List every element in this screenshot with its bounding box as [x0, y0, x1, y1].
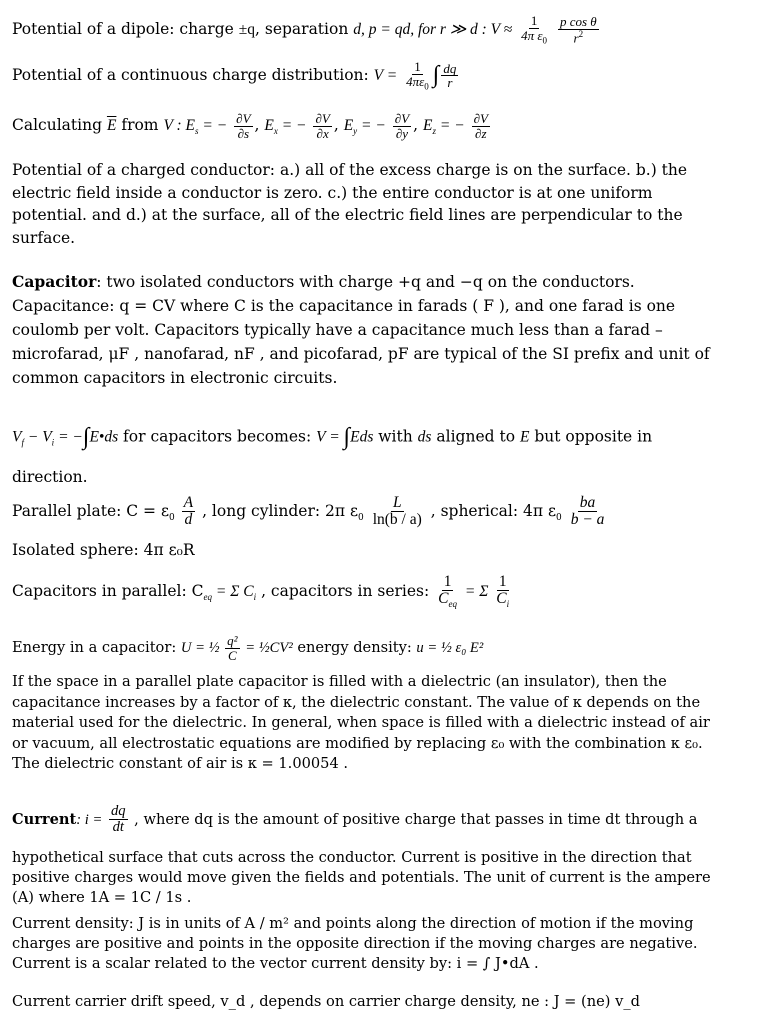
capacitance-text: Capacitance: q = CV where C is the capacitance in farads ( F ), and one farad is one coulomb per volt. Capacitors typically have a capacitance much less than a farad – microfarad, μF , nanofarad, nF , and picofarad, pF are typical of the SI prefix and unit of common capacitors in electronic circuits. — [12, 297, 710, 387]
calc-ex: E — [264, 117, 274, 135]
integral-icon: ∫ — [343, 424, 351, 450]
continuous-frac1: $\frac{1}{4\pi\varepsilon_0}$ — [406, 59, 429, 92]
vf-c: = − — [54, 428, 83, 446]
combo-par: Capacitors in parallel: C — [12, 581, 204, 600]
conductor-paragraph: Potential of a charged conductor: a.) all of the excess charge is on the surface. b.) the electric field inside a conductor is zero. c.) the entire conductor is at one uniform potential. and d.) at the surface, all of the electric field lines are perpendicular to the surface. — [12, 161, 688, 247]
continuous-frac2 — [441, 62, 458, 90]
calc-ez: E — [423, 117, 433, 135]
combo-sum: = Σ C — [212, 582, 254, 600]
vf-E: E — [519, 428, 530, 446]
dipole-frac2 — [558, 15, 599, 45]
current-title: Current — [12, 810, 77, 828]
vf-opposite: but opposite in — [529, 427, 653, 446]
calc-frac-s-num: ∂V — [236, 111, 251, 126]
combo-frac1: $\frac{1}{C_{eq}}$ — [438, 573, 457, 610]
density-line3: Current is a scalar related to the vector current density by: i = ∫ J•dA . — [12, 955, 539, 972]
combo-frac1-den: C — [438, 590, 449, 608]
continuous-frac1-num: 1 — [414, 59, 421, 74]
current-line — [12, 804, 698, 836]
energy-frac — [225, 634, 239, 662]
calc-frac-x-num: ∂V — [315, 111, 330, 126]
energy-density-label: energy density: — [292, 639, 417, 657]
energy-frac-num: q² — [227, 633, 238, 648]
dipole-label: Potential of a dipole: charge — [12, 19, 239, 38]
vf-ds: ds — [417, 428, 432, 446]
calc-from: from — [116, 116, 164, 135]
dipole-frac2-sup: 2 — [578, 28, 584, 39]
calc-frac-s-den: ∂s — [237, 125, 250, 141]
geometry-line: Parallel plate: $C = \varepsilon_0$ $\frac{A}{d}$ , long cylinder: 2π $\varepsilon_0$ $\frac{L}{\ln(b / a)}$ , spherical: 4π $\varepsilon_0$ $\frac{ba}{b - a}$ — [12, 494, 605, 529]
calc-frac-s — [234, 112, 252, 140]
dipole-cond: , for r ≫ d : V ≈ — [410, 20, 513, 38]
vf-line — [12, 423, 652, 452]
integral-icon: ∫ — [82, 424, 90, 450]
vf-direction: direction. — [12, 468, 88, 486]
geom-pp-num: A — [183, 494, 194, 511]
energy-label: Energy in a capacitor: — [12, 639, 181, 657]
geom-lc-num: L — [392, 494, 402, 511]
geom-sp-num: ba — [579, 494, 596, 511]
continuous-frac1-den: 4πε — [406, 73, 425, 89]
geom-lc-frac — [371, 495, 424, 529]
dipole-frac1-num: 1 — [530, 13, 538, 28]
calc-label: Calculating — [12, 116, 107, 135]
geom-sp-den: b − a — [570, 511, 605, 529]
drift-line: Current carrier drift speed, v_d , depends on carrier charge density, ne : J = (ne) v_d — [12, 993, 640, 1010]
vf-sub-f: f — [21, 437, 24, 448]
dielectric-paragraph: If the space in a parallel plate capacitor is filled with a dielectric (an insulator), then the capacitance increases by a factor of κ, the dielectric constant. The value of κ depends on the material used for the dielectric. In general, when space is filled with a dielectric instead of air or vacuum, all electrostatic equations are modified by replacing ε₀ with the combination κ ε₀. The dielectric constant of air is κ = 1.00054 . — [12, 673, 710, 772]
continuous-frac2-num: dq — [443, 60, 457, 76]
vf-aligned: aligned to — [431, 427, 520, 446]
geom-sp: , spherical: 4π ε — [425, 501, 557, 520]
continuous-v: V = — [373, 66, 398, 84]
dipole-frac2-num: p cos θ — [559, 14, 597, 30]
geom-lc: , long cylinder: 2π ε — [197, 501, 359, 520]
vf-sub-i: i — [51, 437, 55, 448]
calc-frac-z-den: ∂z — [475, 125, 487, 141]
calc-v: V : E — [163, 117, 196, 135]
energy-rest: = ½CV² — [241, 640, 293, 657]
calc-e: $\overline{E}$ — [106, 117, 117, 135]
energy-u: U = ½ — [180, 640, 224, 657]
dipole-sep: , separation — [255, 19, 354, 38]
dipole-frac1: $\frac{1}{4\pi \varepsilon_0}$ — [521, 13, 548, 46]
combo-line: Capacitors in parallel: $C_{eq} = \Sigma$ $C_i$ , capacitors in series: $\frac{1}{C_{eq}}$ = Σ $\frac{1}{C_i}$ — [12, 573, 510, 610]
geom-pp: Parallel plate: C = ε — [12, 501, 169, 520]
combo-frac1-num: 1 — [443, 573, 452, 590]
vf-v: V = — [316, 428, 344, 446]
geom-lc-den: ln(b / a) — [372, 511, 422, 529]
combo-eq: eq — [203, 591, 212, 602]
dipole-d: d — [353, 20, 361, 38]
geom-sp-frac — [569, 495, 607, 529]
current-frac-num: dq — [110, 803, 126, 819]
current-rest: hypothetical surface that cuts across the conductor. Current is positive in the direction that positive charges would move given the fields and potentials. The unit of current is the ampere (A) where 1A = 1C / 1s . — [12, 849, 711, 906]
energy-frac-den: C — [228, 647, 237, 663]
calc-frac-y — [393, 112, 411, 140]
continuous-frac2-den: r — [447, 75, 453, 91]
density-block — [12, 914, 712, 974]
capacitor-text: : two isolated conductors with charge +q and −q on the conductors. — [96, 273, 635, 291]
vf-e: for capacitors becomes: — [118, 427, 317, 446]
combo-frac2-num: 1 — [498, 573, 507, 590]
vf-integrand: E•ds — [89, 428, 119, 446]
calc-frac-y-den: ∂y — [395, 125, 409, 141]
geom-pp-frac — [182, 495, 195, 529]
dipole-p: , p = qd — [361, 20, 411, 38]
combo-frac2: $\frac{1}{C_i}$ — [496, 573, 510, 610]
capacitor-paragraph — [12, 270, 712, 390]
calc-line: Calculating $\overline{E}$ from V : $E_s$ = − $\frac{\partial V}{\partial s}$ , $E_x$ = − $\frac{\partial V}{\partial x}$ , $E_y$ = − $\frac{\partial V}{\partial y}$ , $E_z$ = − $\frac{\partial V}{\partial z}$ — [12, 111, 488, 141]
dipole-frac1-den: 4π ε — [521, 27, 543, 43]
combo-frac2-den: C — [496, 590, 507, 608]
vf-a: V — [12, 428, 22, 446]
isolated-sphere: Isolated sphere: 4π ε₀R — [12, 541, 195, 559]
density-line2: charges are positive and points in the opposite direction if the moving charges are negative. — [12, 935, 698, 952]
calc-frac-z-num: ∂V — [473, 111, 488, 126]
current-text: , where dq is the amount of positive charge that passes in time dt through a — [129, 810, 698, 828]
energy-line — [12, 634, 483, 662]
continuous-label: Potential of a continuous charge distribution: — [12, 65, 374, 84]
dipole-line — [12, 14, 601, 46]
vf-b: − V — [23, 428, 52, 446]
current-i: : i = — [76, 811, 103, 828]
current-frac — [109, 804, 128, 836]
dipole-charge: ±q — [238, 20, 256, 38]
density-line1: Current density: J is in units of A / m² and points along the direction of motion if the moving — [12, 915, 694, 932]
calc-eq: = − — [198, 117, 228, 135]
continuous-line — [12, 60, 460, 92]
dipole-frac2-den: r — [573, 30, 579, 45]
calc-sub: s — [195, 126, 199, 137]
energy-density: u = ½ ε₀ E² — [416, 640, 484, 657]
calc-ey: E — [343, 117, 354, 135]
current-frac-den: dt — [112, 819, 124, 836]
calc-frac-z — [472, 112, 490, 140]
geom-pp-den: d — [184, 511, 193, 529]
capacitor-title: Capacitor — [12, 272, 97, 291]
combo-sum2: = Σ — [461, 582, 493, 600]
calc-frac-y-num: ∂V — [394, 111, 410, 126]
combo-ser: , capacitors in series: — [256, 581, 435, 600]
integral-icon: ∫ — [432, 62, 440, 89]
calc-frac-x — [313, 112, 331, 140]
calc-frac-x-den: ∂x — [316, 125, 329, 141]
vf-with: with — [373, 427, 418, 446]
vf-eds: Eds — [350, 428, 374, 446]
